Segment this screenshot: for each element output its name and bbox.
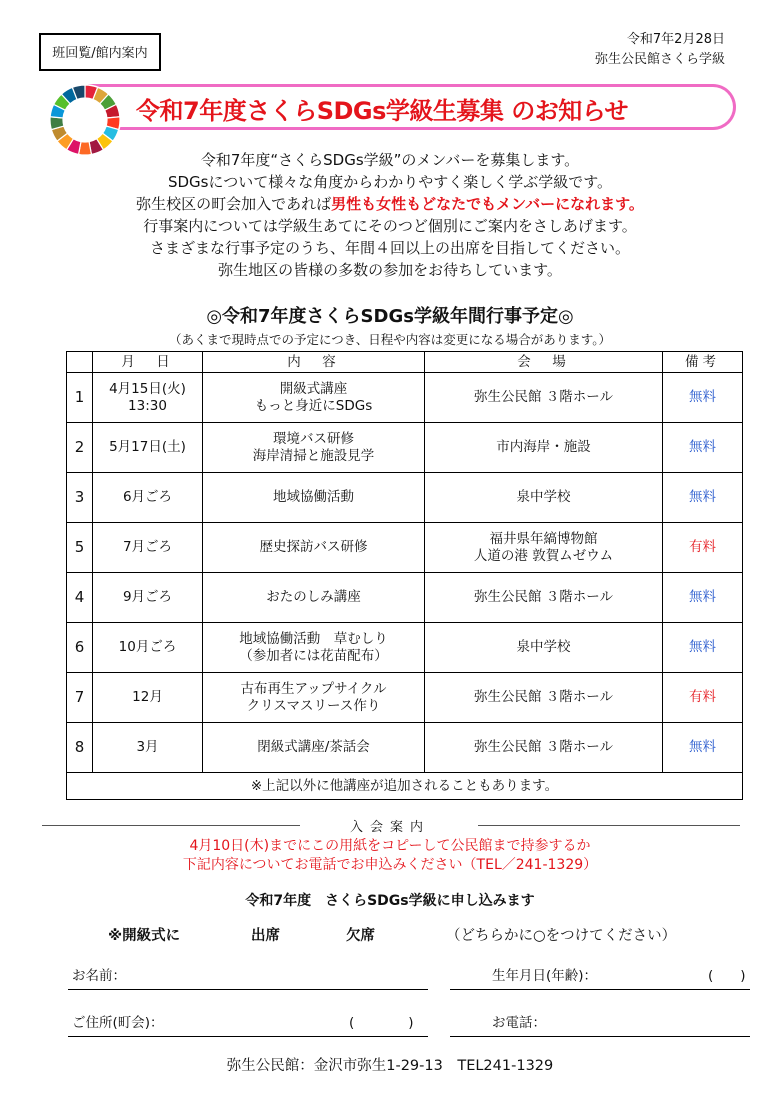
absent-option[interactable]: 欠席 bbox=[346, 928, 375, 944]
row-date-line: 12月 bbox=[132, 689, 163, 705]
row-fee: 無料 bbox=[663, 423, 743, 473]
issue-info bbox=[595, 30, 725, 70]
row-number: 3 bbox=[67, 473, 93, 523]
row-fee: 無料 bbox=[663, 373, 743, 423]
row-date-line: 5月17日(土) bbox=[109, 439, 186, 455]
age-paren: ( ) bbox=[708, 968, 746, 984]
row-content-line: 古布再生アップサイクル bbox=[240, 680, 387, 697]
sdgs-wheel-icon bbox=[48, 83, 122, 157]
schedule-table bbox=[66, 351, 743, 800]
row-venue-line: 市内海岸・施設 bbox=[496, 439, 591, 455]
row-number: 4 bbox=[67, 573, 93, 623]
row-number: 2 bbox=[67, 423, 93, 473]
row-date-line: 4月15日(火) bbox=[109, 380, 186, 397]
row-content-line: 環境バス研修 bbox=[273, 430, 354, 447]
header-number bbox=[67, 352, 93, 373]
attendance-label: ※開級式に bbox=[108, 928, 181, 944]
table-row bbox=[67, 573, 743, 623]
row-content bbox=[203, 623, 425, 673]
table-row bbox=[67, 723, 743, 773]
row-date bbox=[93, 723, 203, 773]
row-content-line: 地域協働活動 bbox=[273, 489, 354, 505]
address-label: ご住所(町会)： bbox=[72, 1015, 164, 1031]
row-venue bbox=[425, 373, 663, 423]
header-date: 月 日 bbox=[93, 352, 203, 373]
row-venue-line: 泉中学校 bbox=[516, 639, 571, 655]
row-content-line: もっと身近にSDGs bbox=[254, 397, 373, 414]
header-remarks: 備考 bbox=[663, 352, 743, 373]
row-content-line: 地域協働活動 草むしり bbox=[239, 630, 388, 647]
name-label: お名前： bbox=[72, 968, 126, 984]
row-date-line: 7月ごろ bbox=[122, 539, 173, 555]
admission-line-2: 下記内容についてお電話でお申込みください（TEL／241-1329） bbox=[182, 857, 598, 873]
birthdate-label: 生年月日(年齢)： bbox=[492, 968, 598, 984]
schedule-footnote: ※上記以外に他講座が追加されることもあります。 bbox=[67, 773, 743, 800]
row-content bbox=[203, 523, 425, 573]
membership-emphasis: 男性も女性もどなたでもメンバーになれます。 bbox=[331, 195, 644, 213]
row-venue-line: 福井県年縞博物館 bbox=[489, 530, 598, 547]
row-venue-line: 弥生公民館 ３階ホール bbox=[473, 739, 614, 755]
table-row bbox=[67, 473, 743, 523]
row-venue bbox=[425, 623, 663, 673]
table-row bbox=[67, 673, 743, 723]
row-content bbox=[203, 473, 425, 523]
row-venue bbox=[425, 573, 663, 623]
circulation-stamp: 班回覧/館内案内 bbox=[39, 33, 161, 71]
application-title: 令和7年度 さくらSDGs学級に申し込みます bbox=[245, 893, 535, 909]
row-venue bbox=[425, 723, 663, 773]
admission-heading: 入会案内 bbox=[349, 820, 430, 835]
row-fee: 無料 bbox=[663, 473, 743, 523]
row-fee: 有料 bbox=[663, 523, 743, 573]
row-content-line: 開級式講座 bbox=[279, 380, 348, 397]
row-content bbox=[203, 423, 425, 473]
row-fee: 無料 bbox=[663, 623, 743, 673]
row-content-line: おたのしみ講座 bbox=[266, 589, 361, 605]
row-date-line: 3月 bbox=[136, 739, 159, 755]
intro-line-4: 行事案内については学級生あてにそのつど個別にご案内をさしあげます。 bbox=[143, 217, 637, 235]
row-content-line: （参加者には花苗配布） bbox=[239, 647, 388, 664]
admission-line-1: 4月10日(木)までにこの用紙をコピーして公民館まで持参するか bbox=[189, 838, 591, 854]
issue-date: 令和7年2月28日 bbox=[626, 32, 725, 47]
schedule-note: （あくまで現時点での予定につき、日程や内容は変更になる場合があります。） bbox=[168, 332, 611, 347]
header-venue: 会 場 bbox=[425, 352, 663, 373]
table-row bbox=[67, 373, 743, 423]
schedule-header-row bbox=[67, 352, 743, 373]
table-row bbox=[67, 423, 743, 473]
row-venue bbox=[425, 473, 663, 523]
intro-text bbox=[0, 149, 780, 281]
attendance-instruction: （どちらかに○をつけてください） bbox=[446, 928, 677, 944]
row-date-line: 6月ごろ bbox=[122, 489, 173, 505]
row-date bbox=[93, 373, 203, 423]
row-date-line: 9月ごろ bbox=[122, 589, 173, 605]
intro-line-6: 弥生地区の皆様の多数の参加をお待ちしています。 bbox=[218, 261, 562, 279]
phone-label: お電話： bbox=[492, 1015, 546, 1031]
attend-option[interactable]: 出席 bbox=[251, 928, 280, 944]
row-content-line: 歴史探訪バス研修 bbox=[259, 539, 368, 555]
row-content-line: クリスマスリース作り bbox=[246, 697, 381, 714]
intro-line-3 bbox=[0, 193, 780, 215]
row-date bbox=[93, 623, 203, 673]
header-content: 内 容 bbox=[203, 352, 425, 373]
row-venue bbox=[425, 423, 663, 473]
row-content-line: 海岸清掃と施設見学 bbox=[252, 447, 375, 464]
schedule-title: ◎令和7年度さくらSDGs学級年間行事予定◎ bbox=[206, 306, 574, 327]
row-venue-line: 弥生公民館 ３階ホール bbox=[473, 689, 614, 705]
row-date-line: 13:30 bbox=[128, 397, 167, 414]
intro-line-5: さまざまな行事予定のうち、年間４回以上の出席を目指してください。 bbox=[149, 239, 630, 257]
row-number: 1 bbox=[67, 373, 93, 423]
row-content bbox=[203, 723, 425, 773]
intro-line-2: SDGsについて様々な角度からわかりやすく楽しく学ぶ学級です。 bbox=[167, 173, 612, 191]
row-content bbox=[203, 573, 425, 623]
table-row bbox=[67, 523, 743, 573]
row-venue-line: 弥生公民館 ３階ホール bbox=[473, 389, 614, 405]
row-venue bbox=[425, 523, 663, 573]
neighborhood-paren: ( ) bbox=[349, 1015, 414, 1031]
row-venue-line: 泉中学校 bbox=[516, 489, 571, 505]
row-venue bbox=[425, 673, 663, 723]
phone-field[interactable] bbox=[450, 1036, 750, 1037]
row-number: 5 bbox=[67, 523, 93, 573]
row-date bbox=[93, 673, 203, 723]
birthdate-field[interactable] bbox=[450, 989, 750, 990]
banner-title: 令和7年度さくらSDGs学級生募集 のお知らせ bbox=[136, 97, 629, 125]
row-fee: 有料 bbox=[663, 673, 743, 723]
name-field[interactable] bbox=[68, 989, 428, 990]
row-content-line: 閉級式講座/茶話会 bbox=[257, 739, 370, 755]
intro-line-3-prefix: 弥生校区の町会加入であれば bbox=[136, 195, 332, 213]
row-fee: 無料 bbox=[663, 723, 743, 773]
address-field[interactable] bbox=[68, 1036, 428, 1037]
footer-address: 弥生公民館：金沢市弥生1-29-13 TEL241-1329 bbox=[226, 1058, 554, 1074]
row-date bbox=[93, 473, 203, 523]
row-date-line: 10月ごろ bbox=[118, 639, 177, 655]
row-date bbox=[93, 573, 203, 623]
row-content bbox=[203, 673, 425, 723]
row-venue-line: 弥生公民館 ３階ホール bbox=[473, 589, 614, 605]
row-number: 7 bbox=[67, 673, 93, 723]
row-number: 6 bbox=[67, 623, 93, 673]
intro-line-1: 令和7年度“さくらSDGs学級”のメンバーを募集します。 bbox=[200, 151, 580, 169]
row-number: 8 bbox=[67, 723, 93, 773]
admission-instructions bbox=[0, 837, 780, 875]
row-date bbox=[93, 523, 203, 573]
table-row bbox=[67, 623, 743, 673]
row-date bbox=[93, 423, 203, 473]
row-content bbox=[203, 373, 425, 423]
organizer-name: 弥生公民館さくら学級 bbox=[594, 52, 725, 67]
row-venue-line: 人道の港 敦賀ムゼウム bbox=[473, 547, 614, 564]
row-fee: 無料 bbox=[663, 573, 743, 623]
